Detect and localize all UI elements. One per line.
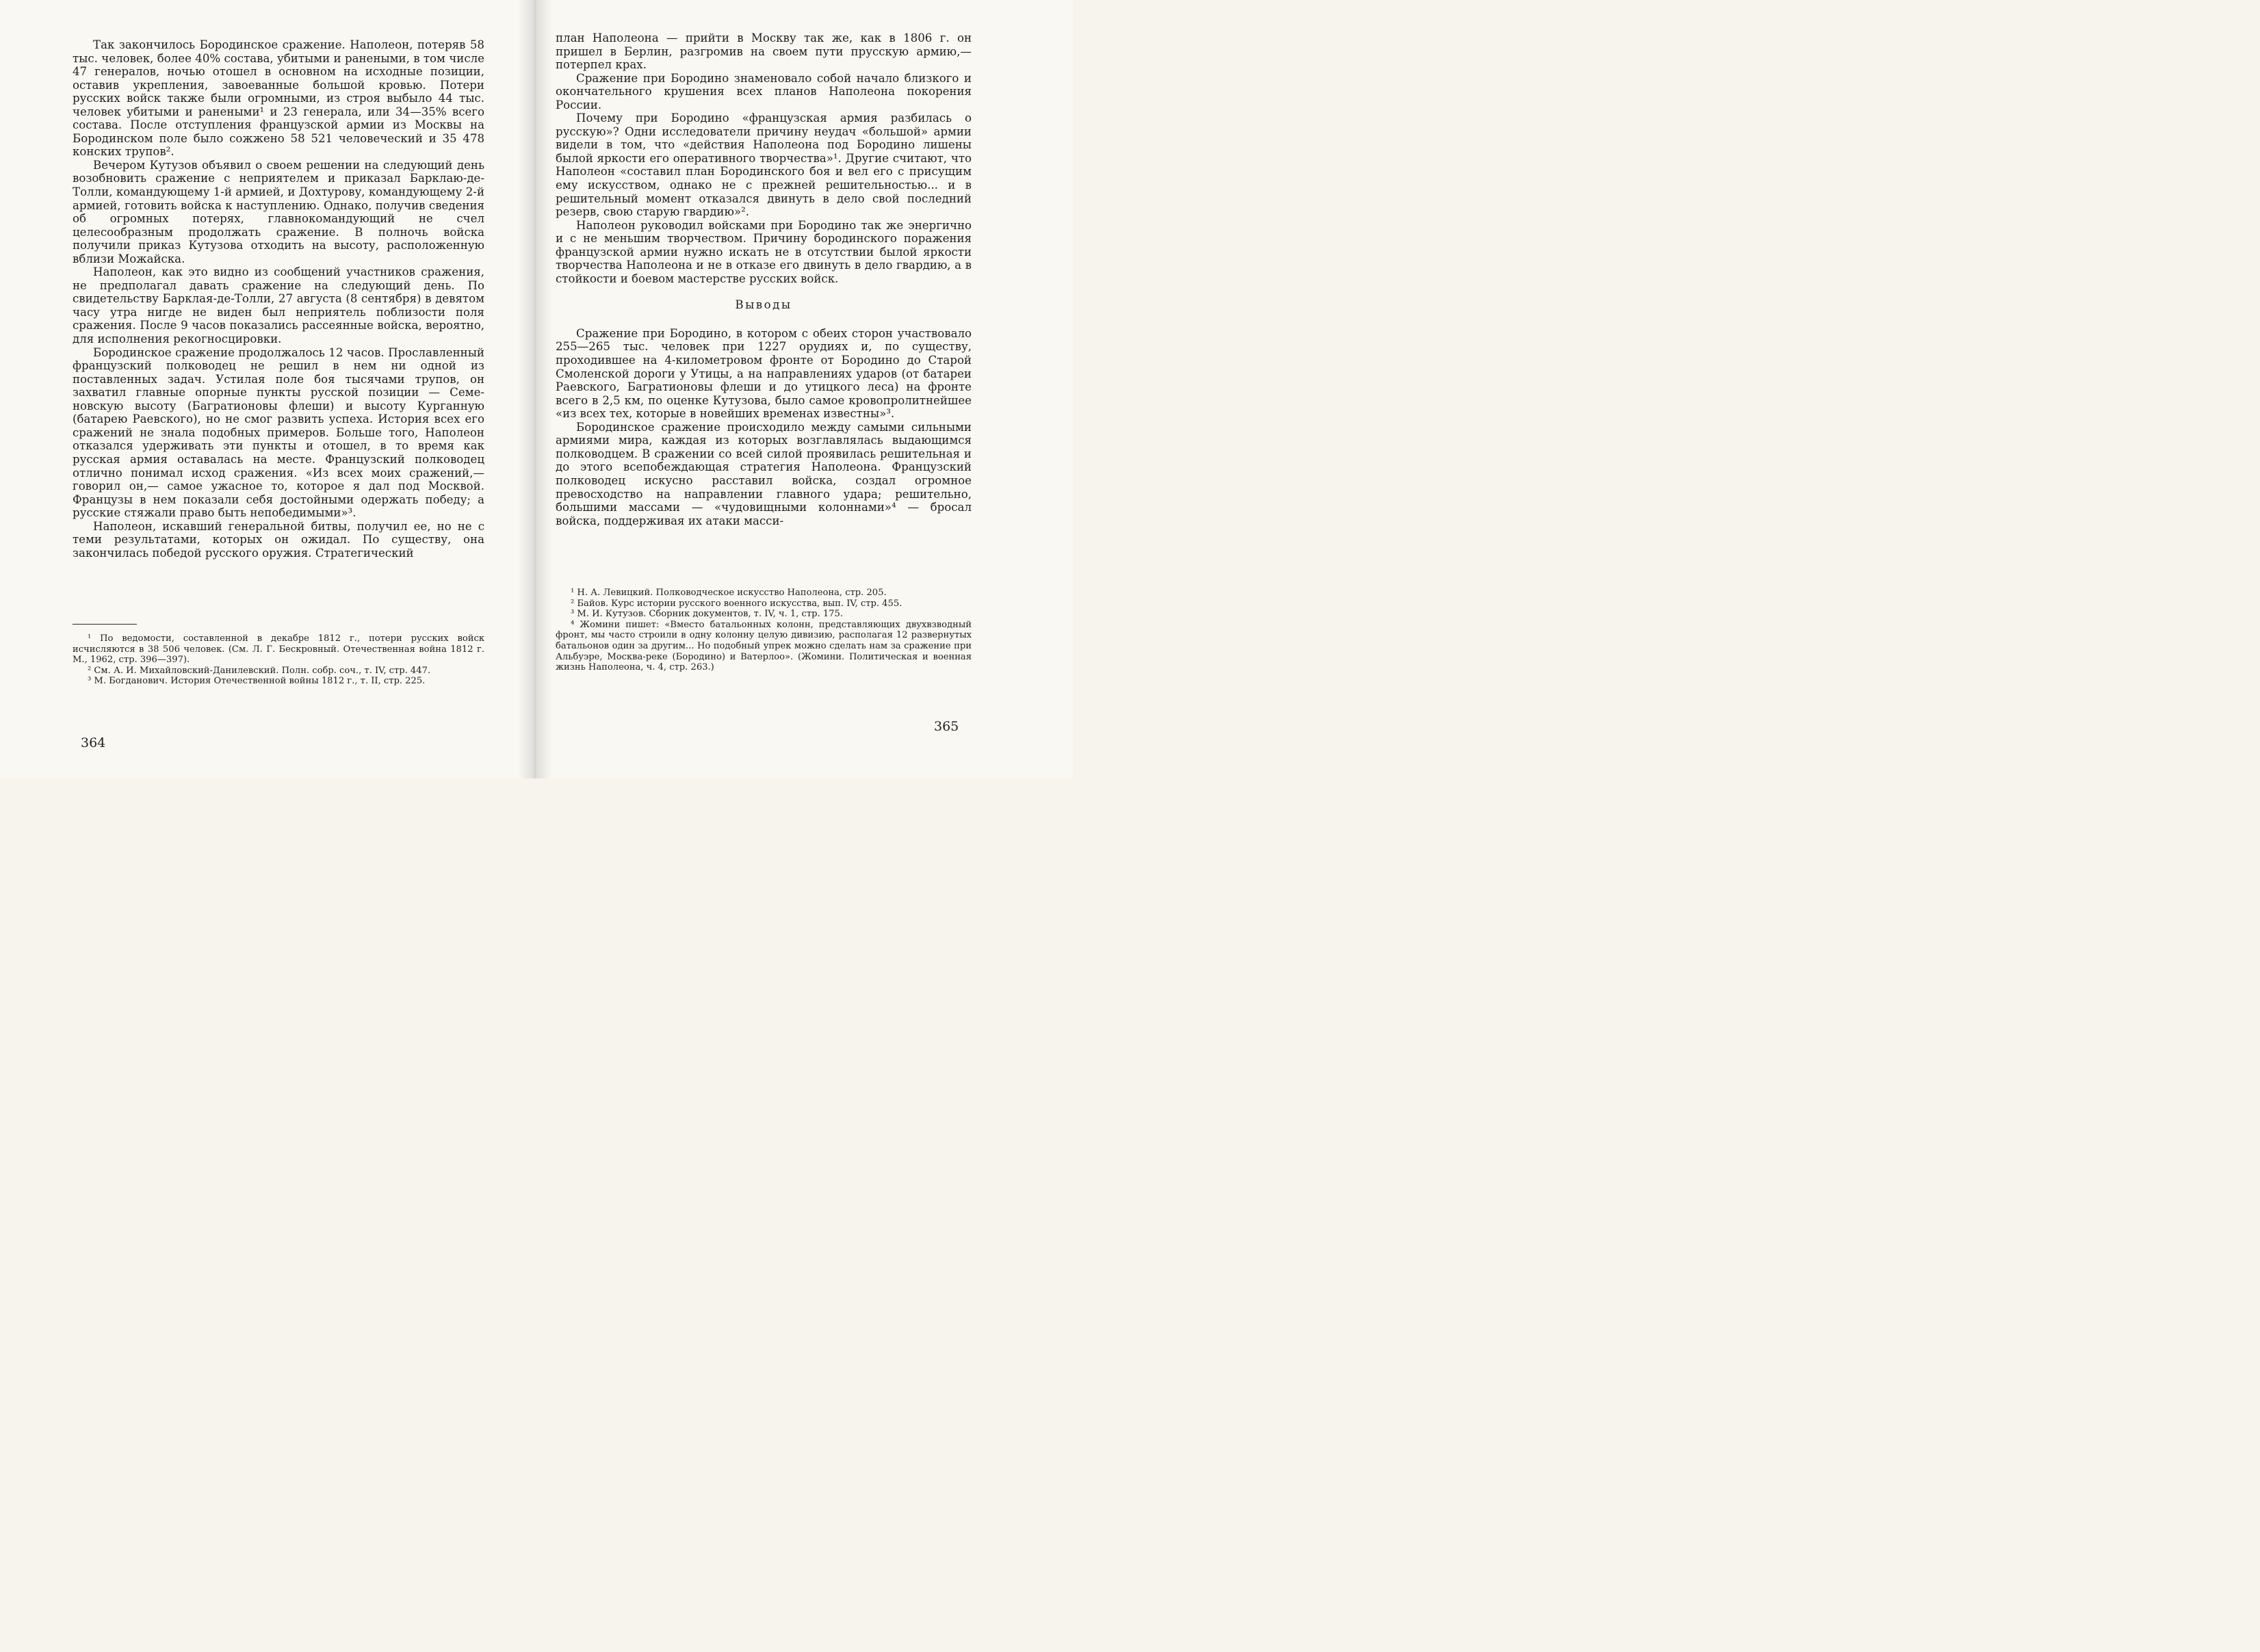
paragraph: Наполеон руководил войсками при Бородино так же энергично и с не меньшим творчеством. Причину бородинского поражения французской армии нужно искать не в отсутствии былой яркости творчества Наполеона и не в отказе его двинуть в дело гвардию, а в стойкости и боевом мастерстве русских войск. <box>556 218 972 285</box>
footnote: ² Байов. Курс истории русского военного искусства, вып. IV, стр. 455. <box>571 598 902 609</box>
paragraph: Так закончилось Бородинское сражение. Наполеон, потеряв 58 тыс. человек, более 40% состава, убитыми и ранеными, в том числе 47 генералов, ночью отошел в основном на исходные позиции, оставив укрепления, завоеванные большой кровью. Потери русских войск также были огромными, из строя выбыло 44 тыс. человек убитыми и ранеными¹ и 23 генерала, или 34—35% всего состава. После отступления французской армии из Москвы на Бородинском поле было сожжено 58 521 человеческий и 35 478 конских трупов². <box>73 38 484 159</box>
footnote: ¹ Н. А. Левицкий. Полководческое искусство Наполеона, стр. 205. <box>571 588 887 598</box>
right-page-body <box>556 31 972 527</box>
page-number: 365 <box>934 719 959 734</box>
paragraph: Бородинское сражение продолжалось 12 часов. Прославленный французский полководец не решил в нем ни одной из поставленных задач. Устилая поле боя тысячами трупов, он захватил главные опорные пункты русской позиции — Семеновскую высоту (Багратионовы флеши) и высоту Курганную (батарею Раевского), но не смог развить успеха. История всех его сражений не знала подобных примеров. Больше того, Наполеон отказался удерживать эти пункты и отошел, в то время как русская армия оставалась на месте. Французский полководец отлично понимал исход сражения. «Из всех моих сражений,— говорил он,— самое ужасное то, которое я дал под Москвой. Французы в нем показали себя достойными одержать победу; а русские стяжали право быть непобедимыми»³. <box>73 345 484 520</box>
paragraph: Сражение при Бородино знаменовало собой начало близкого и окончательного крушения всех планов Наполеона покорения России. <box>556 71 972 112</box>
footnote: ² См. А. И. Михайловский-Данилевский. Полн. собр. соч., т. IV, стр. 447. <box>88 665 431 676</box>
paragraph: Бородинское сражение происходило между самыми сильными армиями мира, каждая из которых возглавлялась выдающимся полководцем. В сражении со всей силой проявилась решительная и до этого всепобеждающая стратегия Наполеона. Французский полководец искусно расставил войска, создал огромное превосходство на направлении главного удара; решительно, большими массами — «чудовищными колоннами»⁴ — бросал войска, поддерживая их атаки масси- <box>556 420 972 527</box>
left-footnotes <box>73 633 484 687</box>
right-footnotes <box>556 588 972 673</box>
footnote: ⁴ Жомини пишет: «Вместо батальонных колонн, представляющих двухвзводный фронт, мы часто строили в одну колонну целую дивизию, располагая 12 развернутых батальонов один за другим... Но подобный упрек можно сделать нам за сражение при Альбуэре, Москва-реке (Бородино) и Ватерлоо». (Жомини. Политическая и военная жизнь Наполеона, ч. 4, стр. 263.) <box>556 619 972 673</box>
paragraph: Сражение при Бородино, в котором с обеих сторон участвовало 255—265 тыс. человек при 1227 орудиях и, по существу, проходившее на 4-километровом фронте от Бородино до Старой Смоленской дороги у Утицы, а на направлениях ударов (от батареи Раевского, Багратионовы флеши и до утицкого леса) на фронте всего в 2,5 км, по оценке Кутузова, было самое кровопролитнейшее «из всех тех, которые в новейших временах известны»³. <box>556 326 972 421</box>
paragraph-continuation: план Наполеона — прийти в Москву так же, как в 1806 г. он пришел в Берлин, разгромив на своем пути прусскую армию,— потерпел крах. <box>556 31 972 72</box>
paragraph: Наполеон, искавший генеральной битвы, получил ее, но не с теми результатами, которых он ожидал. По существу, она закончилась победой русского оружия. Стратегический <box>73 519 484 560</box>
section-heading: Выводы <box>735 298 792 312</box>
book-spread <box>0 0 1073 778</box>
paragraph: Почему при Бородино «французская армия разбилась о русскую»? Одни исследователи причину неудач «большой» армии видели в том, что «действия Наполеона под Бородино лишены былой яркости его оперативного творчества»¹. Другие считают, что Наполеон «составил план Бородинского боя и вел его с присущим ему искусством, однако не с прежней решительностью... и в решительный момент отказался двинуть в дело свой последний резерв, свою старую гвардию»². <box>556 112 972 219</box>
paragraph: Наполеон, как это видно из сообщений участников сражения, не предполагал давать сражение на следующий день. По свидетельству Барклая-де-Толли, 27 августа (8 сентября) в девятом часу утра нигде не виден был неприятель поблизости поля сражения. После 9 часов показались рассеянные войска, вероятно, для исполнения рекогносцировки. <box>73 265 484 346</box>
book-gutter <box>518 0 552 778</box>
left-page-body <box>73 38 484 560</box>
footnote: ³ М. Богданович. История Отечественной войны 1812 г., т. II, стр. 225. <box>88 676 426 687</box>
footnote-separator <box>73 624 137 625</box>
footnote: ¹ По ведомости, составленной в декабре 1812 г., потери русских войск исчисляются в 38 506 человек. (См. Л. Г. Бескровный. Отечественная война 1812 г. М., 1962, стр. 396—397). <box>73 633 484 666</box>
page-number: 364 <box>81 735 106 750</box>
paragraph: Вечером Кутузов объявил о своем решении на следующий день возобновить сражение с неприятелем и приказал Барклаю-де-Толли, командующему 1-й армией, и Дохтурову, командующему 2-й армией, готовить войска к наступлению. Однако, получив сведения об огромных потерях, главнокомандующий не счел целесообразным продолжать сражение. В полночь войска получили приказ Кутузова отходить на высоту, расположенную вблизи Можайска. <box>73 158 484 265</box>
footnote: ³ М. И. Кутузов. Сборник документов, т. IV, ч. 1, стр. 175. <box>571 609 843 620</box>
